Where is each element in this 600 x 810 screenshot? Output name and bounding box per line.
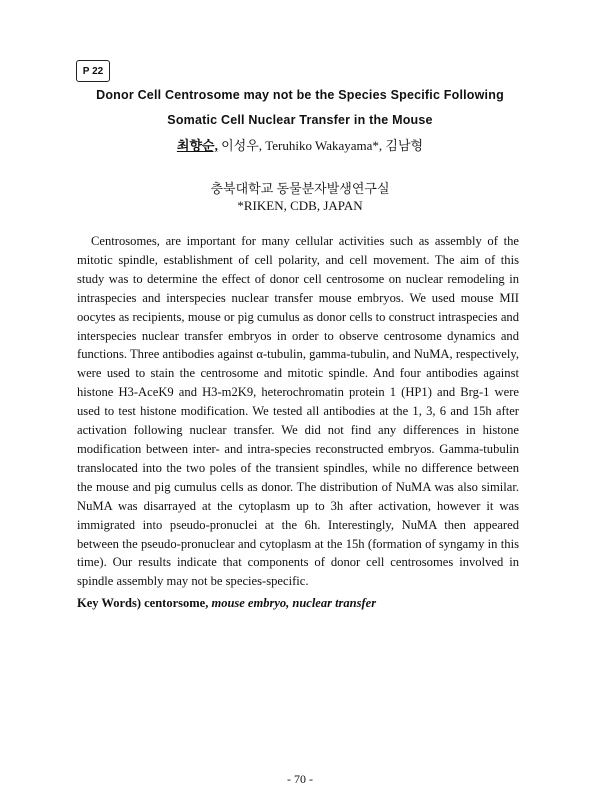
abstract-body: Centrosomes, are important for many cellular activities such as assembly of the mitotic spindle, establishment of cell polarity, and cell movement. The aim of this study was to determine the effect of donor cell centrosome on nuclear remodeling in intraspecies and interspecies nuclear transfer mouse embryos. We used mouse MII oocytes as recipients, mouse or pig cumulus as donor cells to construct intraspecies and interspecies nuclear transfer embryos in order to observe centrosome dynamics and functions. Three antibodies against α-tubulin, gamma-tubulin, and NuMA, respectively, were used to stain the centrosome and mitotic spindle. And four antibodies against histone H3-AceK9 and H3-m2K9, heterochromatin protein 1 (HP1) and Brg-1 were used to test histone modification. We tested all antibodies at the 1, 3, 6 and 15h after activation following nuclear transfer. We did not find any differences in histone modification between inter- and intra-species reconstructed embryos. Gamma-tubulin translocated into the two poles of the transient spindles, while no difference between the mouse and pig cumulus cells as donor. The distribution of NuMA was also similar. NuMA was disarrayed at the cytoplasm up to 3h after activation, however it was immigrated into pseudo-pronuclei at the 6h. Interestingly, NuMA then appeared between the pseudo-pronuclear and cytoplasm at the 15h (formation of syngamy in this time). Our results indicate that components of donor cell centrosomes involved in spindle assembly may not be species-specific. [77,234,519,589]
page-number: - 70 - [287,772,313,786]
affiliation-2: *RIKEN, CDB, JAPAN [237,198,363,213]
poster-number-badge: P 22 [76,60,110,82]
keywords-label: Key Words) centorsome, [77,596,212,610]
affiliation-1: 충북대학교 동물분자발생연구실 [210,181,390,196]
presenting-author: 최향순, [176,138,218,153]
author-list [40,135,560,154]
co-authors: 이성우, Teruhiko Wakayama*, 김남형 [217,138,424,153]
title-line-1: Donor Cell Centrosome may not be the Species Specific Following [96,88,504,102]
title-line-2: Somatic Cell Nuclear Transfer in the Mouse [167,113,433,127]
keywords [77,596,519,611]
keywords-italic: mouse embryo, nuclear transfer [211,596,377,610]
